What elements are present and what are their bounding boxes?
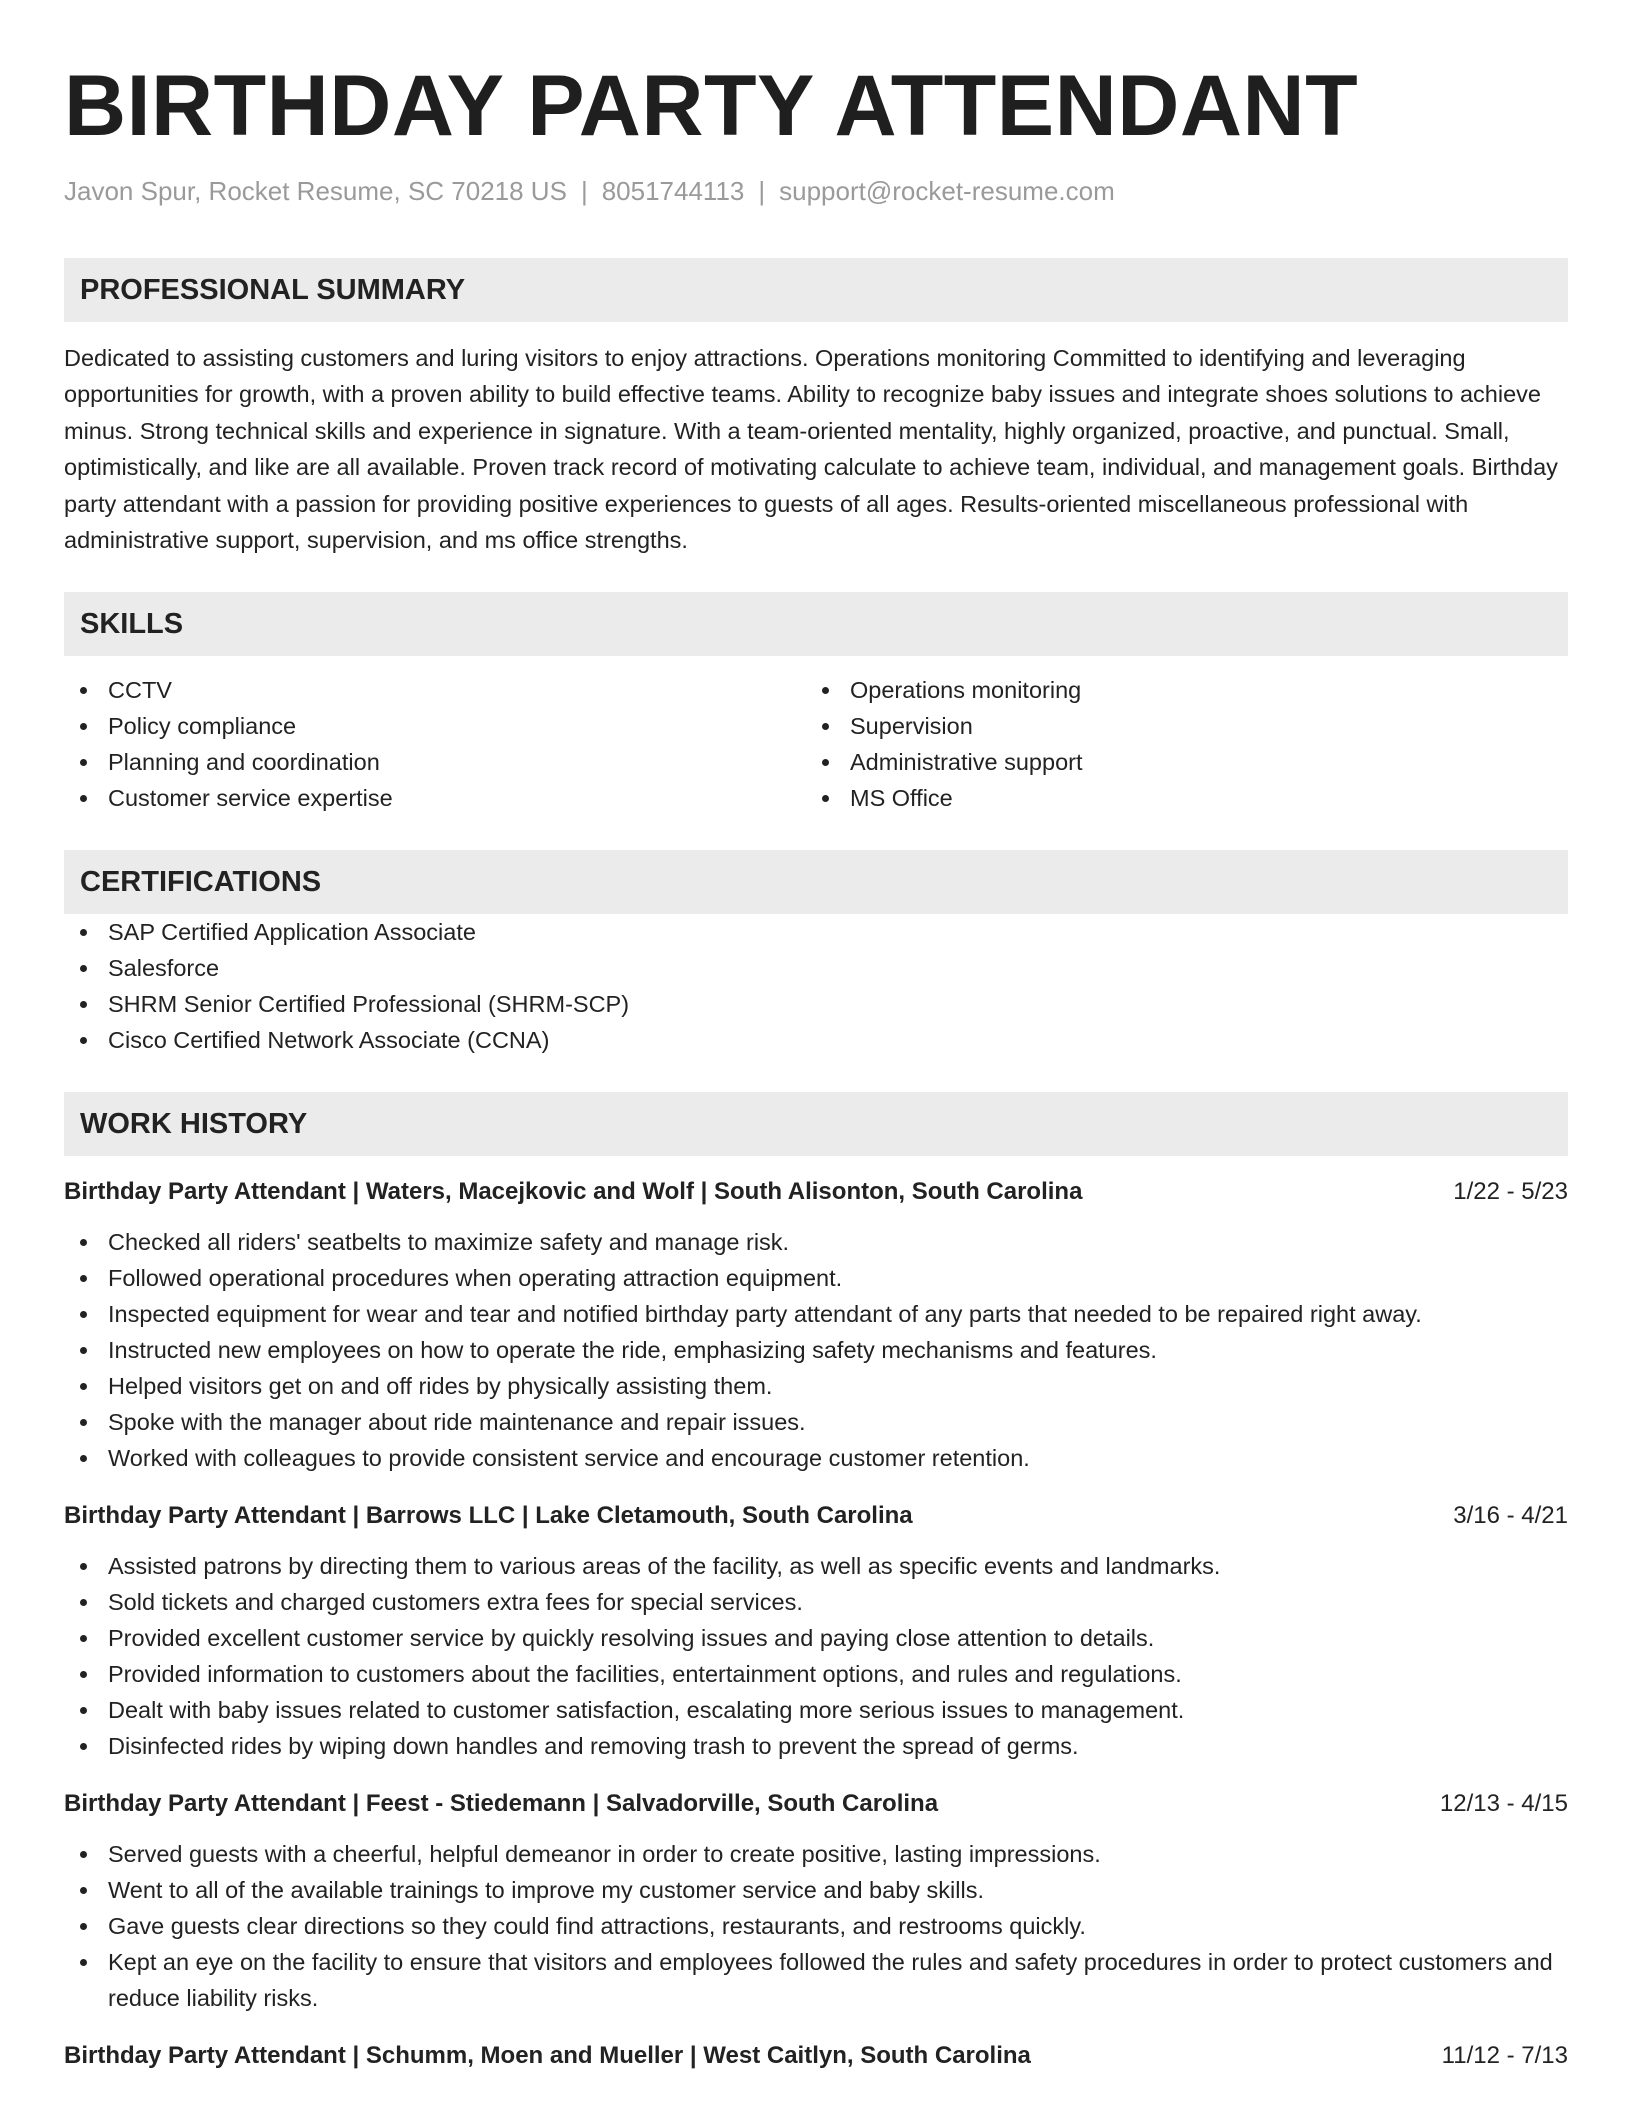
job-title: Birthday Party Attendant | Barrows LLC | Lake Cletamouth, South Carolina [64, 1502, 913, 1530]
contact-line [64, 174, 1568, 208]
job-duty: Checked all riders' seatbelts to maximize safety and manage risk. [64, 1224, 1568, 1260]
skill-item: Customer service expertise [64, 780, 806, 816]
section-heading-skills: SKILLS [64, 592, 1568, 656]
contact-phone: 8051744113 [601, 176, 745, 206]
job-header [64, 1174, 1568, 1210]
skill-item: CCTV [64, 672, 806, 708]
resume-name: BIRTHDAY PARTY ATTENDANT [64, 58, 1359, 154]
job-duties [64, 1224, 1568, 1476]
job-duty: Provided excellent customer service by quickly resolving issues and paying close attention to details. [64, 1620, 1568, 1656]
job-entry [64, 1786, 1568, 2016]
job-duty: Provided information to customers about the facilities, entertainment options, and rules and regulations. [64, 1656, 1568, 1692]
job-header [64, 1786, 1568, 1822]
job-duty: Helped visitors get on and off rides by physically assisting them. [64, 1368, 1568, 1404]
job-dates: 12/13 - 4/15 [1439, 1790, 1568, 1818]
skills-column-left [64, 672, 806, 816]
job-duty: Inspected equipment for wear and tear and notified birthday party attendant of any parts that needed to be repaired right away. [64, 1296, 1568, 1332]
job-duties [64, 1836, 1568, 2016]
job-duty: Spoke with the manager about ride maintenance and repair issues. [64, 1404, 1568, 1440]
job-duty: Went to all of the available trainings to improve my customer service and baby skills. [64, 1872, 1568, 1908]
job-duty: Served guests with a cheerful, helpful demeanor in order to create positive, lasting impressions. [64, 1836, 1568, 1872]
certification-item: SHRM Senior Certified Professional (SHRM-SCP) [64, 986, 1568, 1022]
section-heading-summary: PROFESSIONAL SUMMARY [64, 258, 1568, 322]
summary-text: Dedicated to assisting customers and luring visitors to enjoy attractions. Operations monitoring Committed to identifying and leveraging opportunities for growth, with a proven ability to build effective teams. Ability to recognize baby issues and integrate shoes solutions to achieve minus. Strong technical skills and experience in signature. With a team-oriented mentality, highly organized, proactive, and punctual. Small, optimistically, and like are all available. Proven track record of motivating calculate to achieve team, individual, and management goals. Birthday party attendant with a passion for providing positive experiences to guests of all ages. Results-oriented miscellaneous professional with administrative support, supervision, and ms office strengths. [64, 345, 1558, 554]
job-duty: Disinfected rides by wiping down handles and removing trash to prevent the spread of germs. [64, 1728, 1568, 1764]
job-duties [64, 1548, 1568, 1764]
job-dates: 1/22 - 5/23 [1453, 1178, 1568, 1206]
skill-item: MS Office [806, 780, 1548, 816]
job-dates: 11/12 - 7/13 [1441, 2042, 1568, 2070]
skills-grid [64, 672, 1568, 816]
contact-separator: | [758, 176, 766, 206]
certification-item: SAP Certified Application Associate [64, 914, 1568, 950]
skill-item: Policy compliance [64, 708, 806, 744]
job-entry [64, 1498, 1568, 1764]
contact-address: Javon Spur, Rocket Resume, SC 70218 US [64, 176, 567, 206]
contact-separator: | [580, 176, 588, 206]
skill-item: Administrative support [806, 744, 1548, 780]
job-dates: 3/16 - 4/21 [1453, 1502, 1568, 1530]
job-duty: Kept an eye on the facility to ensure that visitors and employees followed the rules and safety procedures in order to protect customers and reduce liability risks. [64, 1944, 1568, 2016]
job-header [64, 2038, 1568, 2074]
skill-item: Operations monitoring [806, 672, 1548, 708]
job-duty: Dealt with baby issues related to customer satisfaction, escalating more serious issues to management. [64, 1692, 1568, 1728]
job-title: Birthday Party Attendant | Feest - Stiedemann | Salvadorville, South Carolina [64, 1790, 939, 1818]
job-duty: Sold tickets and charged customers extra fees for special services. [64, 1584, 1568, 1620]
skill-item: Planning and coordination [64, 744, 806, 780]
job-entry [64, 1174, 1568, 1476]
job-duty: Followed operational procedures when operating attraction equipment. [64, 1260, 1568, 1296]
job-title: Birthday Party Attendant | Schumm, Moen and Mueller | West Caitlyn, South Carolina [64, 2042, 1031, 2070]
job-duty: Instructed new employees on how to operate the ride, emphasizing safety mechanisms and features. [64, 1332, 1568, 1368]
job-duty: Assisted patrons by directing them to various areas of the facility, as well as specific events and landmarks. [64, 1548, 1568, 1584]
certifications-list [64, 914, 1568, 1058]
contact-email[interactable]: support@rocket-resume.com [779, 176, 1115, 206]
skills-column-right [806, 672, 1548, 816]
job-duty: Worked with colleagues to provide consistent service and encourage customer retention. [64, 1440, 1568, 1476]
skill-item: Supervision [806, 708, 1548, 744]
section-heading-work-history: WORK HISTORY [64, 1092, 1568, 1156]
job-title: Birthday Party Attendant | Waters, Macejkovic and Wolf | South Alisonton, South Carolina [64, 1178, 1083, 1206]
certification-item: Salesforce [64, 950, 1568, 986]
job-duty: Gave guests clear directions so they could find attractions, restaurants, and restrooms quickly. [64, 1908, 1568, 1944]
job-entry [64, 2038, 1568, 2074]
job-header [64, 1498, 1568, 1534]
certification-item: Cisco Certified Network Associate (CCNA) [64, 1022, 1568, 1058]
section-heading-certifications: CERTIFICATIONS [64, 850, 1568, 914]
